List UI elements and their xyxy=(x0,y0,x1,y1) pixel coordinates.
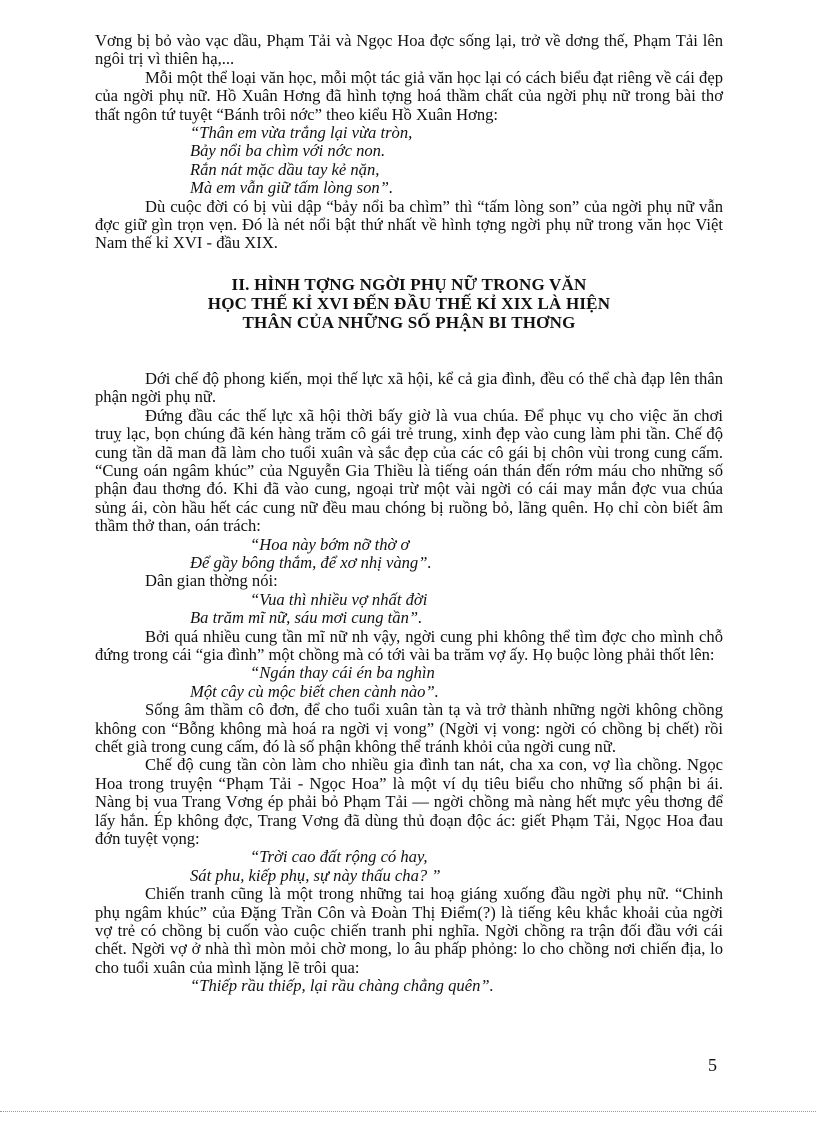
poem-line: “Thân em vừa trắng lại vừa tròn, xyxy=(190,123,413,143)
page-number: 5 xyxy=(708,1055,717,1075)
quote-hoa-nay xyxy=(95,536,723,573)
document-page xyxy=(95,32,723,996)
paragraph-continuation: Vơng bị bỏ vào vạc dầu, Phạm Tải và Ngọc Hoa đợc sống lại, trở về dơng thế, Phạm Tải lên ngôi trị vì thiên hạ,... xyxy=(95,31,723,69)
quote-line: “Ngán thay cái én ba nghìn xyxy=(250,663,435,683)
quote-line: Một cây cù mộc biết chen cành nào”. xyxy=(190,681,439,701)
quote-line: “Vua thì nhiều vợ nhất đời xyxy=(250,589,428,609)
quote-vua-thi xyxy=(95,591,723,628)
poem-line: Rắn nát mặc dầu tay kẻ nặn, xyxy=(190,159,380,179)
paragraph-summary: Dù cuộc đời có bị vùi dập “bảy nổi ba chìm” thì “tấm lòng son” của ngời phụ nữ vẫn đợc giữ gìn trọn vẹn. Đó là nét nổi bật thứ nhất về hình tợng ngời phụ nữ trong văn học Việt Nam thế kỉ XVI - đầu XIX. xyxy=(95,196,723,253)
heading-line: HỌC THẾ KỈ XVI ĐẾN ĐẦU THẾ KỈ XIX LÀ HIỆN xyxy=(207,293,611,313)
quote-line: “Trời cao đất rộng có hay, xyxy=(250,847,428,867)
quote-line: Ba trăm mĩ nữ, sáu mơi cung tần”. xyxy=(190,608,423,628)
paragraph-war: Chiến tranh cũng là một trong những tai hoạ giáng xuống đầu ngời phụ nữ. “Chinh phụ ngâm khúc” của Đặng Trần Côn và Đoàn Thị Điểm(?) là tiếng kêu khắc khoải của ngời vợ trẻ có chồng bị cuốn vào cuộc chiến tranh phi nghĩa. Ngời chồng ra trận đối đầu với cái chết. Ngời vợ ở nhà thì mòn mỏi chờ mong, lo âu phấp phỏng: lo cho chồng nơi chiến địa, lo cho tuổi xuân của mình lặng lẽ trôi qua: xyxy=(95,884,723,977)
page-bottom-divider xyxy=(0,1111,816,1113)
paragraph-many-wives: Bởi quá nhiều cung tần mĩ nữ nh vậy, ngời cung phi không thể tìm đợc cho mình chỗ đứng trong cái “gia đình” một chồng mà có tới vài ba trăm vợ ấy. Họ buộc lòng phải thốt lên: xyxy=(95,626,723,664)
paragraph-loneliness: Sống âm thầm cô đơn, để cho tuổi xuân tàn tạ và trở thành những ngời không chồng không con “Bỗng không mà hoá ra ngời vị vong” (Ngời vị vong: ngời có chồng bị chết) rồi chết già trong cung cấm, đó là số phận không thể tránh khỏi của ngời cung nữ. xyxy=(95,700,723,756)
quote-line: Sát phu, kiếp phụ, sự này thấu cha? ” xyxy=(190,865,441,885)
paragraph-folk-saying: Dân gian thờng nói: xyxy=(145,571,278,591)
heading-line: THÂN CỦA NHỮNG SỐ PHẬN BI THƠNG xyxy=(242,312,576,332)
quote-thiep-rau: “Thiếp rầu thiếp, lại rầu chàng chẳng quên”. xyxy=(190,976,494,996)
paragraph-feudal: Dới chế độ phong kiến, mọi thế lực xã hội, kể cả gia đình, đều có thể chà đạp lên thân phận ngời phụ nữ. xyxy=(95,368,723,407)
paragraph-ngoc-hoa: Chế độ cung tần còn làm cho nhiều gia đình tan nát, cha xa con, vợ lìa chồng. Ngọc Hoa trong truyện “Phạm Tải - Ngọc Hoa” là một ví dụ tiêu biểu cho những số phận bi ái. Nàng bị vua Trang Vơng ép phải bỏ Phạm Tải — ngời chồng mà nàng hết mực yêu thơng để lấy hắn. Ép không đợc, Trang Vơng đã dùng thủ đoạn độc ác: giết Phạm Tải, Ngọc Hoa đau đớn tuyệt vọng: xyxy=(95,755,723,849)
quote-line: Để gầy bông thắm, để xơ nhị vàng”. xyxy=(190,552,432,572)
poem-banh-troi-nuoc xyxy=(95,124,723,198)
paragraph-beauty-intro: Mỗi một thể loại văn học, mỗi một tác giả văn học lại có cách biểu đạt riêng về cái đẹp của ngời phụ nữ. Hồ Xuân Hơng đã hình tợng hoá thầm chất của ngời phụ nữ trong bài thơ thất ngôn tứ tuyệt “Bánh trôi nớc” theo kiểu Hồ Xuân Hơng: xyxy=(95,67,723,124)
quote-line: “Hoa này bớm nỡ thờ ơ xyxy=(250,534,410,554)
poem-line: Mà em vẫn giữ tấm lòng son”. xyxy=(190,178,394,198)
heading-line: II. HÌNH TỢNG NGỜI PHỤ NỮ TRONG VĂN xyxy=(231,274,587,294)
paragraph-concubines: Đứng đầu các thế lực xã hội thời bấy giờ là vua chúa. Để phục vụ cho việc ăn chơi truỵ lạc, bọn chúng đã kén hàng trăm cô gái trẻ trung, xinh đẹp vào cung làm phi tần. Chế độ cung tần dã man đã làm cho tuổi xuân và sắc đẹp của các cô gái bị chôn vùi trong cung cấm. “Cung oán ngâm khúc” của Nguyễn Gia Thiều là tiếng oán thán đến rớm máu cho những số phận đau thơng đó. Khi đã vào cung, ngoại trừ một vài ngời có cái may mắn đợc vua chúa sủng ái, còn hầu hết các cung nữ đều mau chóng bị ruồng bỏ, lãng quên. Họ chỉ còn biết âm thầm thở than, oán trách: xyxy=(95,405,723,536)
quote-troi-cao xyxy=(95,848,723,885)
section-heading xyxy=(95,275,723,332)
poem-line: Bảy nổi ba chìm với nớc non. xyxy=(190,141,386,161)
quote-ngan-thay xyxy=(95,664,723,701)
